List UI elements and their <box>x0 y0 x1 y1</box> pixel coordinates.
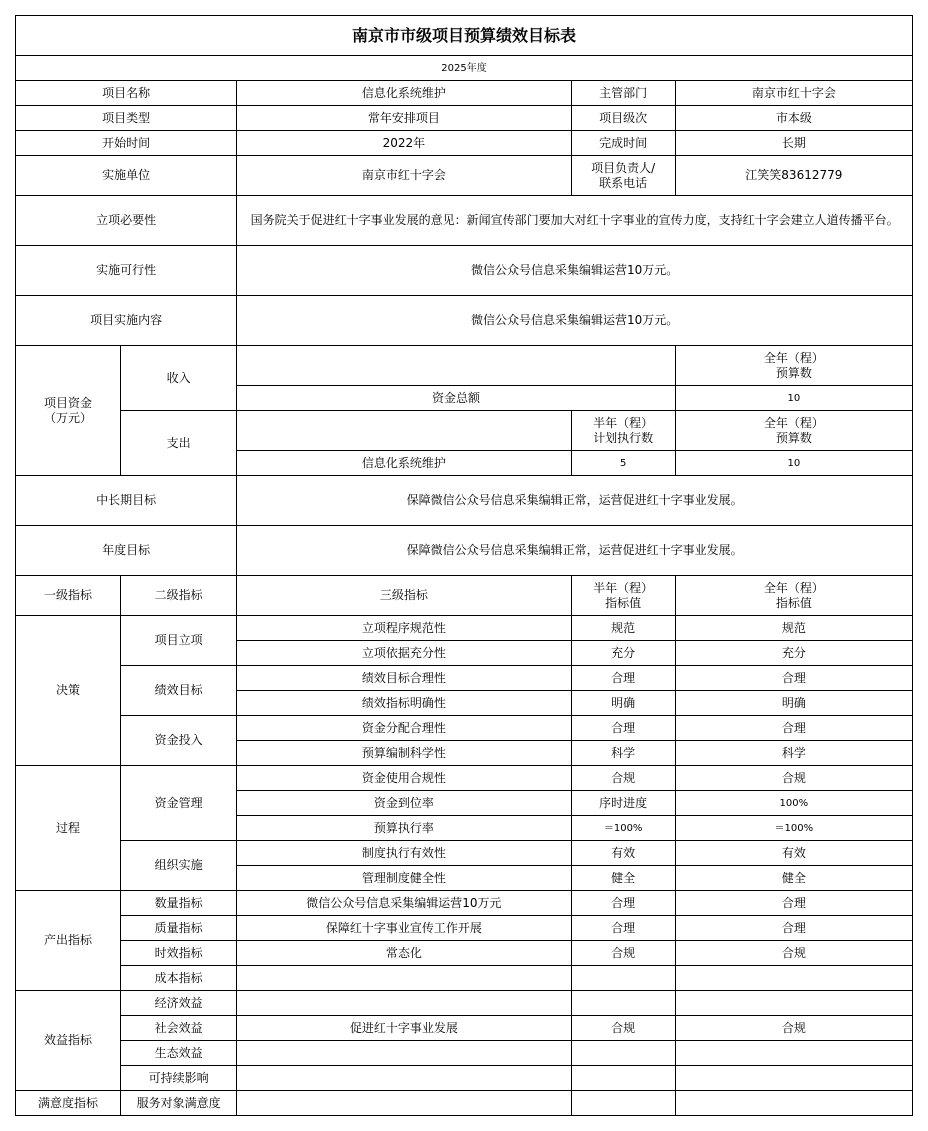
indicator-full <box>675 1066 912 1091</box>
level2-economic: 经济效益 <box>121 991 237 1016</box>
implementing-unit-label: 实施单位 <box>16 156 237 196</box>
indicator-half: 科学 <box>571 741 675 766</box>
indicator-half: 合规 <box>571 1016 675 1041</box>
level2-timeliness: 时效指标 <box>121 941 237 966</box>
income-full-year-header: 全年（程） 预算数 <box>675 346 912 386</box>
level2-quantity: 数量指标 <box>121 891 237 916</box>
income-label: 收入 <box>121 346 237 411</box>
indicator-l3: 资金使用合规性 <box>237 766 571 791</box>
header-half-year: 半年（程） 指标值 <box>571 576 675 616</box>
indicator-l3 <box>237 966 571 991</box>
indicator-full: 合规 <box>675 941 912 966</box>
level1-decision: 决策 <box>16 616 121 766</box>
level2-fund-input: 资金投入 <box>121 716 237 766</box>
indicator-half: 明确 <box>571 691 675 716</box>
indicator-half: 充分 <box>571 641 675 666</box>
indicator-full: 充分 <box>675 641 912 666</box>
indicator-half <box>571 966 675 991</box>
indicator-half: 合规 <box>571 941 675 966</box>
level2-cost: 成本指标 <box>121 966 237 991</box>
annual-goal: 保障微信公众号信息采集编辑正常，运营促进红十字事业发展。 <box>237 526 913 576</box>
level2-performance-goal: 绩效目标 <box>121 666 237 716</box>
content-text: 微信公众号信息采集编辑运营10万元。 <box>237 296 913 346</box>
project-type-label: 项目类型 <box>16 106 237 131</box>
indicator-full: ＝100% <box>675 816 912 841</box>
contact: 江笑笑83612779 <box>675 156 912 196</box>
indicator-full: 100% <box>675 791 912 816</box>
expense-full-year-header: 全年（程） 预算数 <box>675 411 912 451</box>
project-name-label: 项目名称 <box>16 81 237 106</box>
indicator-full <box>675 1041 912 1066</box>
feasibility-text: 微信公众号信息采集编辑运营10万元。 <box>237 246 913 296</box>
implementing-unit: 南京市红十字会 <box>237 156 571 196</box>
indicator-l3 <box>237 1041 571 1066</box>
expense-label: 支出 <box>121 411 237 476</box>
start-time: 2022年 <box>237 131 571 156</box>
expense-item: 信息化系统维护 <box>237 451 571 476</box>
level1-satisfaction: 满意度指标 <box>16 1091 121 1116</box>
indicator-l3: 预算执行率 <box>237 816 571 841</box>
indicator-l3: 绩效目标合理性 <box>237 666 571 691</box>
expense-full-value: 10 <box>675 451 912 476</box>
level2-social: 社会效益 <box>121 1016 237 1041</box>
annual-goal-label: 年度目标 <box>16 526 237 576</box>
level1-process: 过程 <box>16 766 121 891</box>
indicator-half: 规范 <box>571 616 675 641</box>
header-level2: 二级指标 <box>121 576 237 616</box>
necessity-text: 国务院关于促进红十字事业发展的意见：新闻宣传部门要加大对红十字事业的宣传力度，支持红十字会建立人道传播平台。 <box>237 196 913 246</box>
indicator-l3: 立项依据充分性 <box>237 641 571 666</box>
total-funds-value: 10 <box>675 386 912 411</box>
indicator-half: 健全 <box>571 866 675 891</box>
total-funds-label: 资金总额 <box>237 386 675 411</box>
level1-benefit: 效益指标 <box>16 991 121 1091</box>
indicator-l3: 管理制度健全性 <box>237 866 571 891</box>
indicator-l3: 促进红十字事业发展 <box>237 1016 571 1041</box>
feasibility-label: 实施可行性 <box>16 246 237 296</box>
indicator-half: 合理 <box>571 666 675 691</box>
department-label: 主管部门 <box>571 81 675 106</box>
indicator-half: 合理 <box>571 891 675 916</box>
long-term-goal: 保障微信公众号信息采集编辑正常，运营促进红十字事业发展。 <box>237 476 913 526</box>
indicator-full: 规范 <box>675 616 912 641</box>
indicator-full <box>675 991 912 1016</box>
indicator-full: 有效 <box>675 841 912 866</box>
indicator-half <box>571 1066 675 1091</box>
department: 南京市红十字会 <box>675 81 912 106</box>
fiscal-year: 2025年度 <box>16 56 913 81</box>
indicator-full: 科学 <box>675 741 912 766</box>
indicator-full: 合理 <box>675 666 912 691</box>
indicator-half <box>571 1041 675 1066</box>
start-time-label: 开始时间 <box>16 131 237 156</box>
indicator-l3: 微信公众号信息采集编辑运营10万元 <box>237 891 571 916</box>
indicator-full: 合理 <box>675 716 912 741</box>
indicator-full: 健全 <box>675 866 912 891</box>
level2-service-satisfaction: 服务对象满意度 <box>121 1091 237 1116</box>
indicator-full: 合规 <box>675 766 912 791</box>
indicator-l3: 预算编制科学性 <box>237 741 571 766</box>
header-level1: 一级指标 <box>16 576 121 616</box>
header-level3: 三级指标 <box>237 576 571 616</box>
indicator-half <box>571 1091 675 1116</box>
level2-fund-management: 资金管理 <box>121 766 237 841</box>
indicator-half: 序时进度 <box>571 791 675 816</box>
end-time: 长期 <box>675 131 912 156</box>
indicator-l3: 保障红十字事业宣传工作开展 <box>237 916 571 941</box>
indicator-l3: 资金到位率 <box>237 791 571 816</box>
indicator-l3 <box>237 991 571 1016</box>
indicator-l3: 常态化 <box>237 941 571 966</box>
indicator-full: 明确 <box>675 691 912 716</box>
indicator-half: 合规 <box>571 766 675 791</box>
content-label: 项目实施内容 <box>16 296 237 346</box>
level2-sustainable: 可持续影响 <box>121 1066 237 1091</box>
funds-label: 项目资金 （万元） <box>16 346 121 476</box>
indicator-full: 合规 <box>675 1016 912 1041</box>
indicator-half <box>571 991 675 1016</box>
indicator-l3 <box>237 1066 571 1091</box>
project-level: 市本级 <box>675 106 912 131</box>
indicator-full <box>675 966 912 991</box>
long-term-goal-label: 中长期目标 <box>16 476 237 526</box>
indicator-half: 合理 <box>571 716 675 741</box>
indicator-l3 <box>237 1091 571 1116</box>
level2-quality: 质量指标 <box>121 916 237 941</box>
project-level-label: 项目级次 <box>571 106 675 131</box>
necessity-label: 立项必要性 <box>16 196 237 246</box>
performance-table <box>15 15 913 1116</box>
indicator-full <box>675 1091 912 1116</box>
end-time-label: 完成时间 <box>571 131 675 156</box>
level1-output: 产出指标 <box>16 891 121 991</box>
indicator-half: 合理 <box>571 916 675 941</box>
level2-ecological: 生态效益 <box>121 1041 237 1066</box>
indicator-full: 合理 <box>675 916 912 941</box>
indicator-l3: 绩效指标明确性 <box>237 691 571 716</box>
contact-label: 项目负责人/ 联系电话 <box>571 156 675 196</box>
indicator-l3: 制度执行有效性 <box>237 841 571 866</box>
page-title: 南京市市级项目预算绩效目标表 <box>16 16 913 56</box>
level2-organization: 组织实施 <box>121 841 237 891</box>
project-name: 信息化系统维护 <box>237 81 571 106</box>
level2-project-approval: 项目立项 <box>121 616 237 666</box>
project-type: 常年安排项目 <box>237 106 571 131</box>
expense-half-value: 5 <box>571 451 675 476</box>
indicator-half: ＝100% <box>571 816 675 841</box>
indicator-l3: 资金分配合理性 <box>237 716 571 741</box>
indicator-half: 有效 <box>571 841 675 866</box>
expense-half-year-header: 半年（程） 计划执行数 <box>571 411 675 451</box>
indicator-l3: 立项程序规范性 <box>237 616 571 641</box>
indicator-full: 合理 <box>675 891 912 916</box>
header-full-year: 全年（程） 指标值 <box>675 576 912 616</box>
